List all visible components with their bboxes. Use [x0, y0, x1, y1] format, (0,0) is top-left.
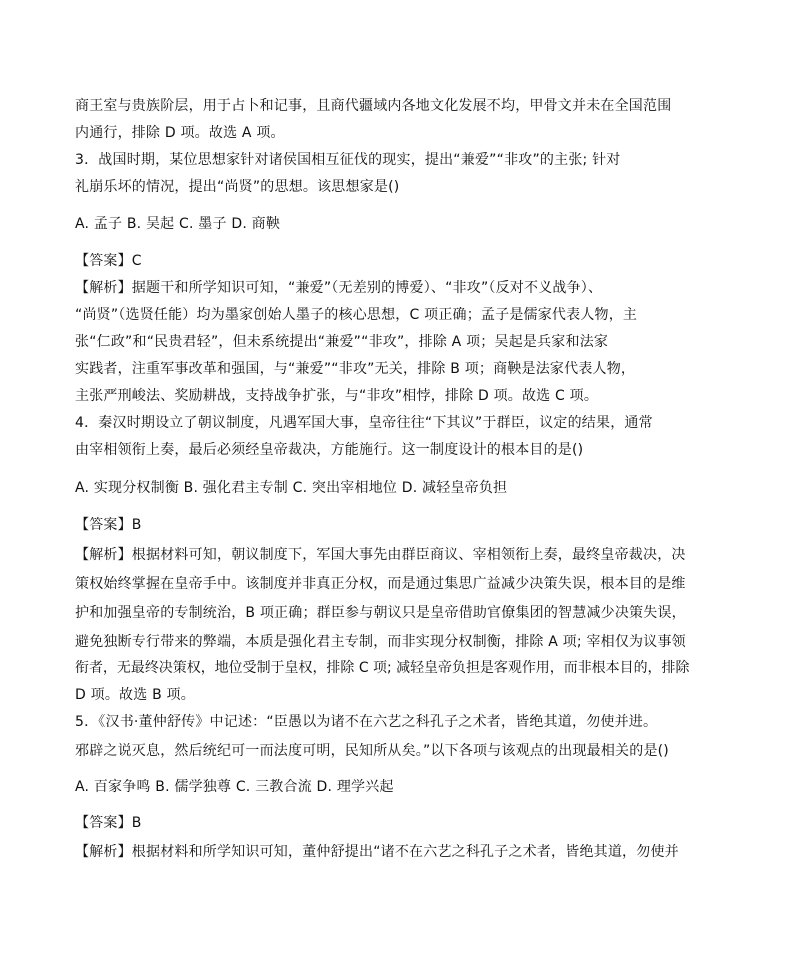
analysis-line: 【解析】根据材料和所学知识可知，董仲舒提出“诸不在六艺之科孔子之术者，皆绝其道，勿使并	[75, 844, 679, 860]
text-line: “尚贤”（选贤任能）均为墨家创始人墨子的核心思想，C 项正确；孟子是儒家代表人物，主	[75, 307, 638, 323]
text-line: 主张严刑峻法、奖励耕战，支持战争扩张，与“非攻”相悖，排除 D 项。故选 C 项。	[75, 388, 599, 404]
question-3-line: 3．战国时期，某位思想家针对诸侯国相互征伐的现实，提出“兼爱”“非攻”的主张; 针对	[75, 152, 621, 168]
question-4-line: 4．秦汉时期设立了朝议制度，凡遇军国大事，皇帝往往“下其议”于群臣，议定的结果，通常	[75, 415, 653, 431]
options-line: A. 孟子 B. 吴起 C. 墨子 D. 商鞅	[75, 216, 281, 232]
text-line: 衔者，无最终决策权，地位受制于皇权，排除 C 项; 减轻皇帝负担是客观作用，而非根本目的，排除	[75, 660, 690, 676]
text-line: 邪辟之说灭息，然后统纪可一而法度可明，民知所从矣。”以下各项与该观点的出现最相关的是()	[75, 743, 669, 759]
text-line: 避免独断专行带来的弊端，本质是强化君主专制，而非实现分权制衡，排除 A 项; 宰相仅为议事领	[75, 634, 686, 650]
text-line: 策权始终掌握在皇帝手中。该制度并非真正分权，而是通过集思广益减少决策失误，根本目的是维	[75, 576, 686, 592]
question-5-line: 5．《汉书·董仲舒传》中记述：“臣愚以为诸不在六艺之科孔子之术者，皆绝其道，勿使并进。	[75, 714, 658, 730]
options-line: A. 实现分权制衡 B. 强化君主专制 C. 突出宰相地位 D. 减轻皇帝负担	[75, 480, 508, 496]
text-line: 内通行，排除 D 项。故选 A 项。	[75, 125, 285, 141]
answer-line: 【答案】C	[75, 253, 142, 269]
text-line: 实践者，注重军事改革和强国，与“兼爱”“非攻”无关，排除 B 项；商鞅是法家代表人物，	[75, 361, 636, 377]
text-line: 张“仁政”和“民贵君轻”，但未系统提出“兼爱”“非攻”，排除 A 项；吴起是兵家和法家	[75, 334, 609, 350]
answer-line: 【答案】B	[75, 517, 142, 533]
text-line: 礼崩乐坏的情况，提出“尚贤”的思想。该思想家是()	[75, 179, 400, 195]
text-line: 护和加强皇帝的专制统治，B 项正确；群臣参与朝议只是皇帝借助官僚集团的智慧减少决策失误，	[75, 605, 686, 621]
text-line: 由宰相领衔上奏，最后必须经皇帝裁决，方能施行。这一制度设计的根本目的是()	[75, 442, 584, 458]
text-line: 商王室与贵族阶层，用于占卜和记事，且商代疆域内各地文化发展不均，甲骨文并未在全国范围	[75, 98, 672, 114]
text-line: D 项。故选 B 项。	[75, 687, 195, 703]
answer-line: 【答案】B	[75, 815, 142, 831]
options-line: A. 百家争鸣 B. 儒学独尊 C. 三教合流 D. 理学兴起	[75, 779, 394, 795]
analysis-line: 【解析】根据材料可知，朝议制度下，军国大事先由群臣商议、宰相领衔上奏，最终皇帝裁决，决	[75, 547, 686, 563]
analysis-line: 【解析】据题干和所学知识可知，“兼爱”（无差别的博爱）、“非攻”（反对不义战争）、	[75, 280, 603, 296]
